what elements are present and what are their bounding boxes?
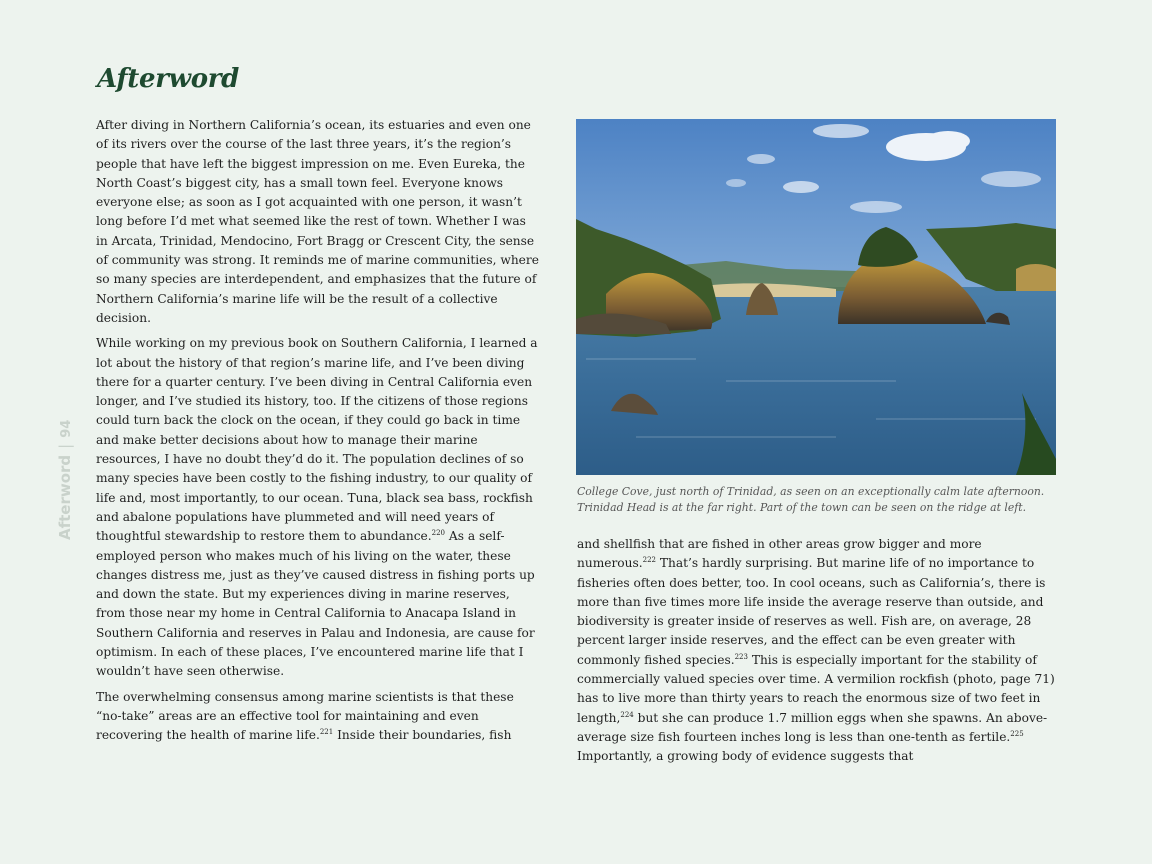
running-header [32, 418, 74, 548]
paragraph-text: The overwhelming consensus among marine scientists is that these “no-take” areas are an effective tool for maintaining and even recovering the health of marine life. [96, 689, 514, 743]
left-text-column [96, 116, 541, 752]
paragraph-text: Importantly, a growing body of evidence suggests that [577, 749, 914, 764]
paragraph [96, 688, 541, 746]
footnote-reference: 220 [431, 529, 446, 538]
college-cove-photo [576, 119, 1056, 475]
paragraph-text: but she can produce 1.7 million eggs when she spawns. An above-average size fish fourteen inches long is less than one-tenth as fertile. [577, 710, 1048, 744]
page-title: Afterword [97, 64, 240, 94]
header-divider: | [56, 443, 74, 449]
paragraph [577, 535, 1057, 767]
footnote-reference: 222 [642, 556, 656, 565]
footnote-reference: 225 [1010, 729, 1024, 738]
paragraph [96, 334, 541, 681]
paragraph-text: and shellfish that are fished in other areas grow bigger and more numerous. [577, 537, 982, 571]
footnote-reference: 223 [734, 652, 748, 661]
footnote-reference: 224 [620, 710, 634, 719]
paragraph: After diving in Northern California’s ocean, its estuaries and even one of its rivers over the course of the last three years, it’s the region’s people that have left the biggest impression on me. Even Eureka, the North Coast’s biggest city, has a small town feel. Everyone knows everyone else; as soon as I got acquainted with one person, it wasn’t long before I’d met what seemed like the rest of town. Whether I was in Arcata, Trinidad, Mendocino, Fort Bragg or Crescent City, the sense of community was strong. It reminds me of marine communities, where so many species are interdependent, and emphasizes that the future of Northern California’s marine life will be the result of a collective decision. [96, 118, 539, 325]
paragraph-text: This is especially important for the stability of commercially valued species over time. A vermilion rockfish (photo, page 71) has to live more than thirty years to reach the enormous size of two feet in length, [577, 652, 1055, 725]
photo-caption: College Cove, just north of Trinidad, as seen on an exceptionally calm late afternoon. Trinidad Head is at the far right. Part of the town can be seen on the ridge at left. [577, 485, 1045, 514]
paragraph-text: As a self-employed person who makes much of his living on the water, these changes distress me, just as they’ve caused distress in fishing ports up and down the state. But my experiences diving in marine reserves, from those near my home in Central California to Anacapa Island in Southern California and reserves in Palau and Indonesia, are cause for optimism. In each of these places, I’ve encountered marine life that I wouldn’t have seen otherwise. [96, 529, 535, 679]
right-text-column [577, 535, 1057, 773]
paragraph-text: Inside their boundaries, fish [333, 728, 512, 743]
page-number: 94 [59, 419, 74, 438]
section-label: Afterword [56, 454, 74, 540]
paragraph-text: That’s hardly surprising. But marine life of no importance to fisheries often does better, too. In cool oceans, such as California’s, there is more than five times more life inside the average reserve than outside, and biodiversity is greater inside of reserves as well. Fish are, on average, 28 percent larger inside reserves, and the effect can be even greater with commonly fished species. [577, 556, 1046, 667]
paragraph-text: While working on my previous book on Southern California, I learned a lot about the history of that region’s marine life, and I’ve been diving there for a quarter century. I’ve been diving in Central California even longer, and I’ve studied its history, too. If the citizens of those regions could turn back the clock on the ocean, if they could go back in time and make better decisions about how to manage their marine resources, I have no doubt they’d do it. The population declines of so many species have been costly to the fishing industry, to our quality of life and, most importantly, to our ocean. Tuna, black sea bass, rockfish and abalone populations have plummeted and will need years of thoughtful stewardship to restore them to abundance. [96, 336, 538, 544]
footnote-reference: 221 [319, 728, 334, 737]
